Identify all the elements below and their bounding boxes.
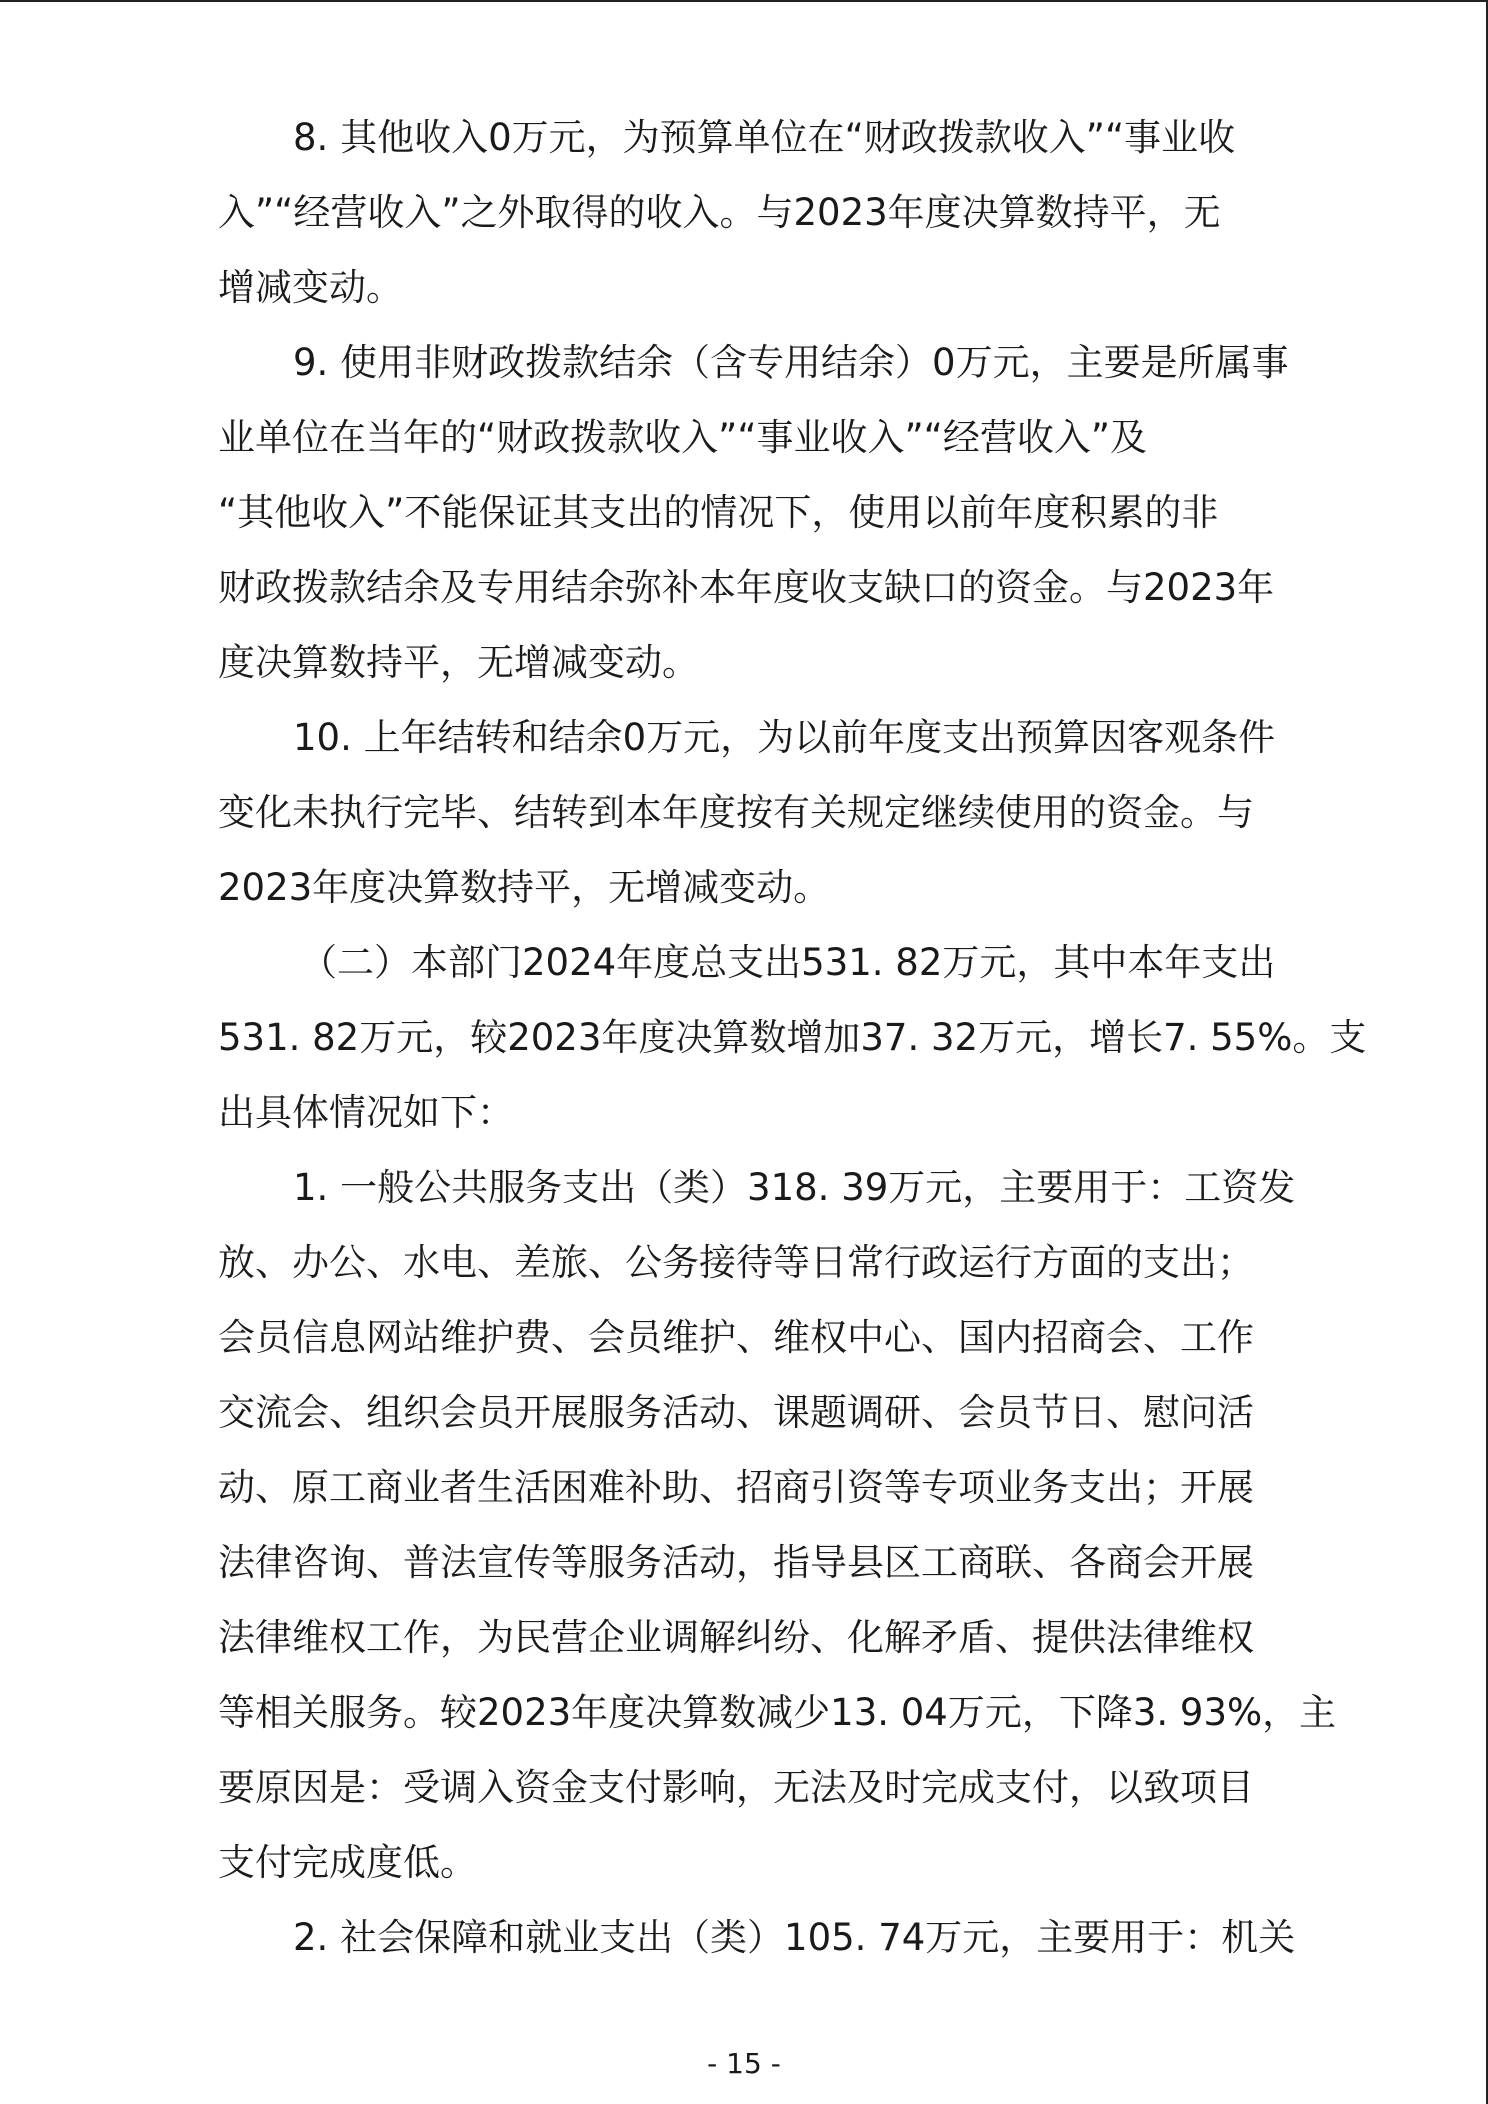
paragraph-line: 531. 82万元，较2023年度决算数增加37. 32万元，增长7. 55%。支	[218, 1016, 1367, 1059]
paragraph-line: 会员信息网站维护费、会员维护、维权中心、国内招商会、工作	[218, 1316, 1254, 1359]
paragraph-line: （二）本部门2024年度总支出531. 82万元，其中本年支出	[300, 941, 1276, 984]
paragraph-line: 法律维权工作，为民营企业调解纠纷、化解矛盾、提供法律维权	[218, 1616, 1254, 1659]
paragraph-line: 业单位在当年的“财政拨款收入”“事业收入”“经营收入”及	[218, 416, 1148, 459]
paragraph-line: 增减变动。	[218, 266, 403, 309]
paragraph-line: 出具体情况如下：	[218, 1091, 514, 1134]
paragraph-line: 动、原工商业者生活困难补助、招商引资等专项业务支出；开展	[218, 1466, 1254, 1509]
paragraph-line: 2023年度决算数持平，无增减变动。	[218, 866, 831, 909]
paragraph-line: 要原因是：受调入资金支付影响，无法及时完成支付，以致项目	[218, 1766, 1254, 1809]
paragraph-line: 入”“经营收入”之外取得的收入。与2023年度决算数持平，无	[218, 191, 1221, 234]
paragraph-line: 8. 其他收入0万元，为预算单位在“财政拨款收入”“事业收	[293, 116, 1236, 159]
paragraph-line: 交流会、组织会员开展服务活动、课题调研、会员节日、慰问活	[218, 1391, 1254, 1434]
paragraph-line: 支付完成度低。	[218, 1841, 477, 1884]
paragraph-line: 财政拨款结余及专用结余弥补本年度收支缺口的资金。与2023年	[218, 566, 1275, 609]
paragraph-line: “其他收入”不能保证其支出的情况下，使用以前年度积累的非	[218, 491, 1219, 534]
page-number: - 15 -	[707, 2047, 781, 2080]
paragraph-line: 法律咨询、普法宣传等服务活动，指导县区工商联、各商会开展	[218, 1541, 1254, 1584]
paragraph-line: 2. 社会保障和就业支出（类）105. 74万元，主要用于：机关	[293, 1916, 1296, 1959]
paragraph-line: 等相关服务。较2023年度决算数减少13. 04万元，下降3. 93%，主	[218, 1691, 1337, 1734]
document-body	[218, 100, 1367, 1975]
paragraph-line: 1. 一般公共服务支出（类）318. 39万元，主要用于：工资发	[293, 1166, 1296, 1209]
paragraph-line: 10. 上年结转和结余0万元，为以前年度支出预算因客观条件	[293, 716, 1276, 759]
paragraph-line: 放、办公、水电、差旅、公务接待等日常行政运行方面的支出；	[218, 1241, 1254, 1284]
paragraph-line: 变化未执行完毕、结转到本年度按有关规定继续使用的资金。与	[218, 791, 1254, 834]
paragraph-line: 9. 使用非财政拨款结余（含专用结余）0万元，主要是所属事	[293, 341, 1289, 384]
paragraph-line: 度决算数持平，无增减变动。	[218, 641, 699, 684]
